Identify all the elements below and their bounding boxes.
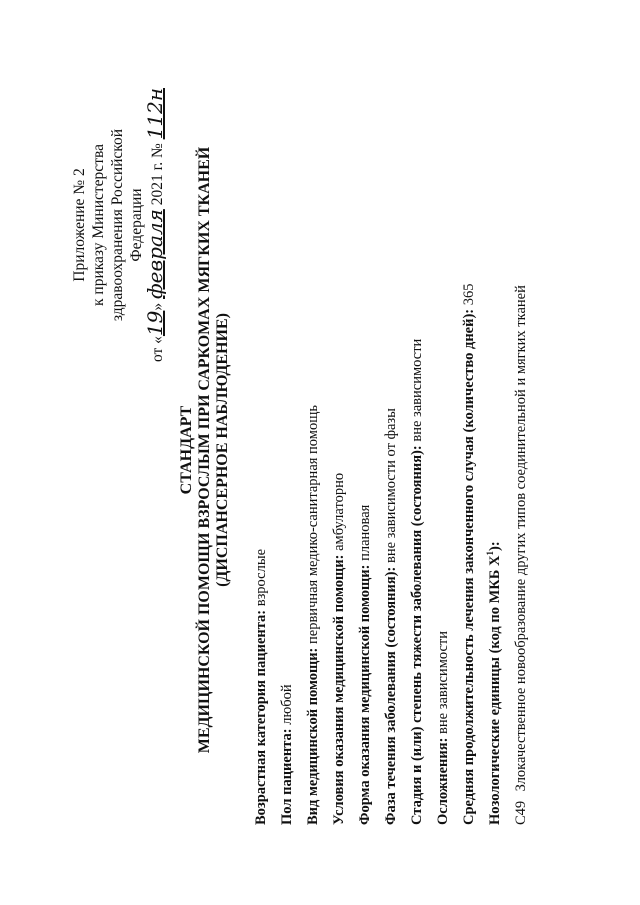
param-sex: Пол пациента: любой: [279, 684, 295, 825]
appendix-ministry: здравоохранения Российской: [109, 128, 126, 322]
param-care-type: Вид медицинской помощи: первичная медико-санитарная помощь: [305, 405, 321, 825]
order-month-signature: февраля: [143, 209, 167, 299]
param-duration: Средняя продолжительность лечения законченного случая (количество дней): 365: [461, 283, 477, 825]
document-title: [178, 45, 232, 855]
icd-code: C49: [513, 800, 529, 825]
title-standard: СТАНДАРТ: [178, 405, 195, 495]
appendix-number: Приложение № 2: [71, 168, 88, 282]
order-number-signature: 112н: [143, 88, 167, 140]
param-conditions: Условия оказания медицинской помощи: амбулаторно: [331, 472, 347, 825]
param-phase: Фаза течения заболевания (состояния): вне зависимости от фазы: [383, 408, 399, 825]
icd-code-description: Злокачественное новообразование других типов соединительной и мягких тканей: [513, 285, 529, 792]
param-stage: Стадия и (или) степень тяжести заболевания (состояния): вне зависимости: [409, 338, 425, 825]
param-complications: Осложнения: вне зависимости: [435, 630, 451, 825]
appendix-order-ref: к приказу Министерства: [90, 144, 107, 306]
order-date-line: от «19» февраля 2021 г. № 112н: [143, 88, 167, 363]
standard-parameters: [248, 25, 534, 825]
param-age: Возрастная категория пациента: взрослые: [253, 548, 269, 825]
title-main: МЕДИЦИНСКОЙ ПОМОЩИ ВЗРОСЛЫМ ПРИ САРКОМАХ МЯГКИХ ТКАНЕЙ: [196, 146, 213, 754]
title-subtitle: (ДИСПАНСЕРНОЕ НАБЛЮДЕНИЕ): [214, 313, 231, 587]
param-icd-code-row: [508, 25, 534, 825]
param-form: Форма оказания медицинской помощи: плановая: [357, 504, 373, 825]
param-nosology: Нозологические единицы (код по МКБ $X^1$):: [485, 541, 503, 825]
order-day-signature: 19: [143, 310, 167, 337]
appendix-federation: Федерации: [128, 188, 145, 262]
appendix-header: [70, 60, 167, 390]
